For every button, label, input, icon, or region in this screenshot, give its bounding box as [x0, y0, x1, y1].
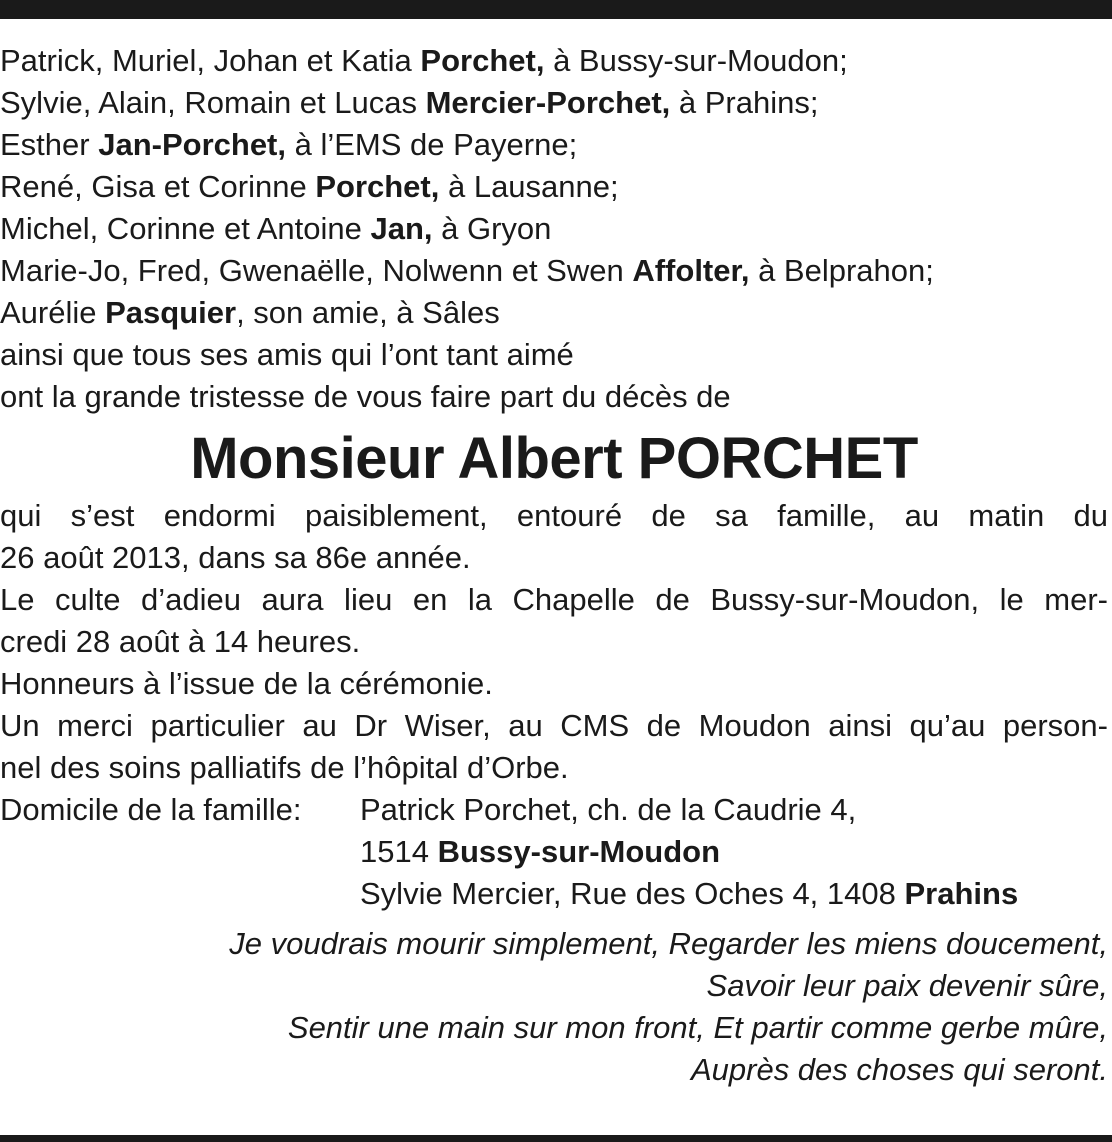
poem-line: Auprès des choses qui seront.: [690, 1052, 1108, 1087]
family-location: à Gryon: [432, 211, 552, 246]
family-surname: Pasquier: [105, 295, 237, 330]
poem: [0, 923, 1108, 1091]
family-surname: Porchet,: [420, 43, 545, 78]
family-location: à Bussy-sur-Moudon;: [544, 43, 848, 78]
passing-text-line: qui s’est endormi paisiblement, entouré de sa famille, au matin du: [0, 498, 1108, 533]
postal-code: 1514: [360, 834, 438, 869]
bottom-rule: [0, 1135, 1112, 1142]
intro-line: ainsi que tous ses amis qui l’ont tant aimé: [0, 337, 574, 372]
family-members: Marie-Jo, Fred, Gwenaëlle, Nolwenn et Swen: [0, 253, 633, 288]
family-members: Sylvie, Alain, Romain et Lucas: [0, 85, 426, 120]
deceased-name: Monsieur Albert PORCHET: [190, 426, 918, 491]
family-surname: Affolter,: [632, 253, 750, 288]
family-line: [0, 166, 1108, 208]
domicile-label: Domicile de la famille:: [0, 792, 302, 827]
family-members: Aurélie: [0, 295, 106, 330]
poem-line: Sentir une main sur mon front, Et partir comme gerbe mûre,: [287, 1010, 1108, 1045]
family-surname: Mercier-Porchet,: [425, 85, 671, 120]
service-text-line: Le culte d’adieu aura lieu en la Chapelle de Bussy-sur-Moudon, le mer-: [0, 582, 1108, 617]
family-location: à Prahins;: [670, 85, 819, 120]
family-members: Esther: [0, 127, 99, 162]
locality: Bussy-sur-Moudon: [437, 834, 721, 869]
family-surname: Jan-Porchet,: [98, 127, 286, 162]
poem-line: Savoir leur paix devenir sûre,: [706, 968, 1108, 1003]
family-list: [0, 40, 1108, 334]
poem-line: Je voudrais mourir simplement, Regarder les miens doucement,: [229, 926, 1108, 961]
family-members: Michel, Corinne et Antoine: [0, 211, 371, 246]
family-line: [0, 40, 1108, 82]
family-location: à Belprahon;: [749, 253, 934, 288]
family-members: Patrick, Muriel, Johan et Katia: [0, 43, 421, 78]
locality: Prahins: [904, 876, 1019, 911]
family-location: à Lausanne;: [439, 169, 619, 204]
address-text: Sylvie Mercier, Rue des Oches 4, 1408: [360, 876, 905, 911]
family-location: , son amie, à Sâles: [236, 295, 500, 330]
family-line: [0, 250, 1108, 292]
passing-text-line: 26 août 2013, dans sa 86e année.: [0, 540, 471, 575]
service-text-line: credi 28 août à 14 heures.: [0, 624, 361, 659]
domicile-addresses: [360, 789, 1018, 915]
family-domicile: [0, 789, 1108, 915]
family-surname: Jan,: [370, 211, 433, 246]
domicile-address-line: Patrick Porchet, ch. de la Caudrie 4,: [360, 792, 857, 827]
family-line: [0, 292, 1108, 334]
obituary-notice: [0, 40, 1108, 1091]
family-location: à l’EMS de Payerne;: [286, 127, 578, 162]
family-line: [0, 82, 1108, 124]
family-surname: Porchet,: [315, 169, 440, 204]
domicile-address-line: [360, 831, 1018, 873]
intro-line: ont la grande tristesse de vous faire part du décès de: [0, 379, 731, 414]
family-line: [0, 208, 1108, 250]
thanks-text-line: Un merci particulier au Dr Wiser, au CMS de Moudon ainsi qu’au person-: [0, 708, 1108, 743]
family-line: [0, 124, 1108, 166]
thanks-text-line: nel des soins palliatifs de l’hôpital d’Orbe.: [0, 750, 569, 785]
domicile-address-line: [360, 873, 1018, 915]
top-rule: [0, 0, 1112, 19]
honours-text: Honneurs à l’issue de la cérémonie.: [0, 666, 493, 701]
family-members: René, Gisa et Corinne: [0, 169, 316, 204]
